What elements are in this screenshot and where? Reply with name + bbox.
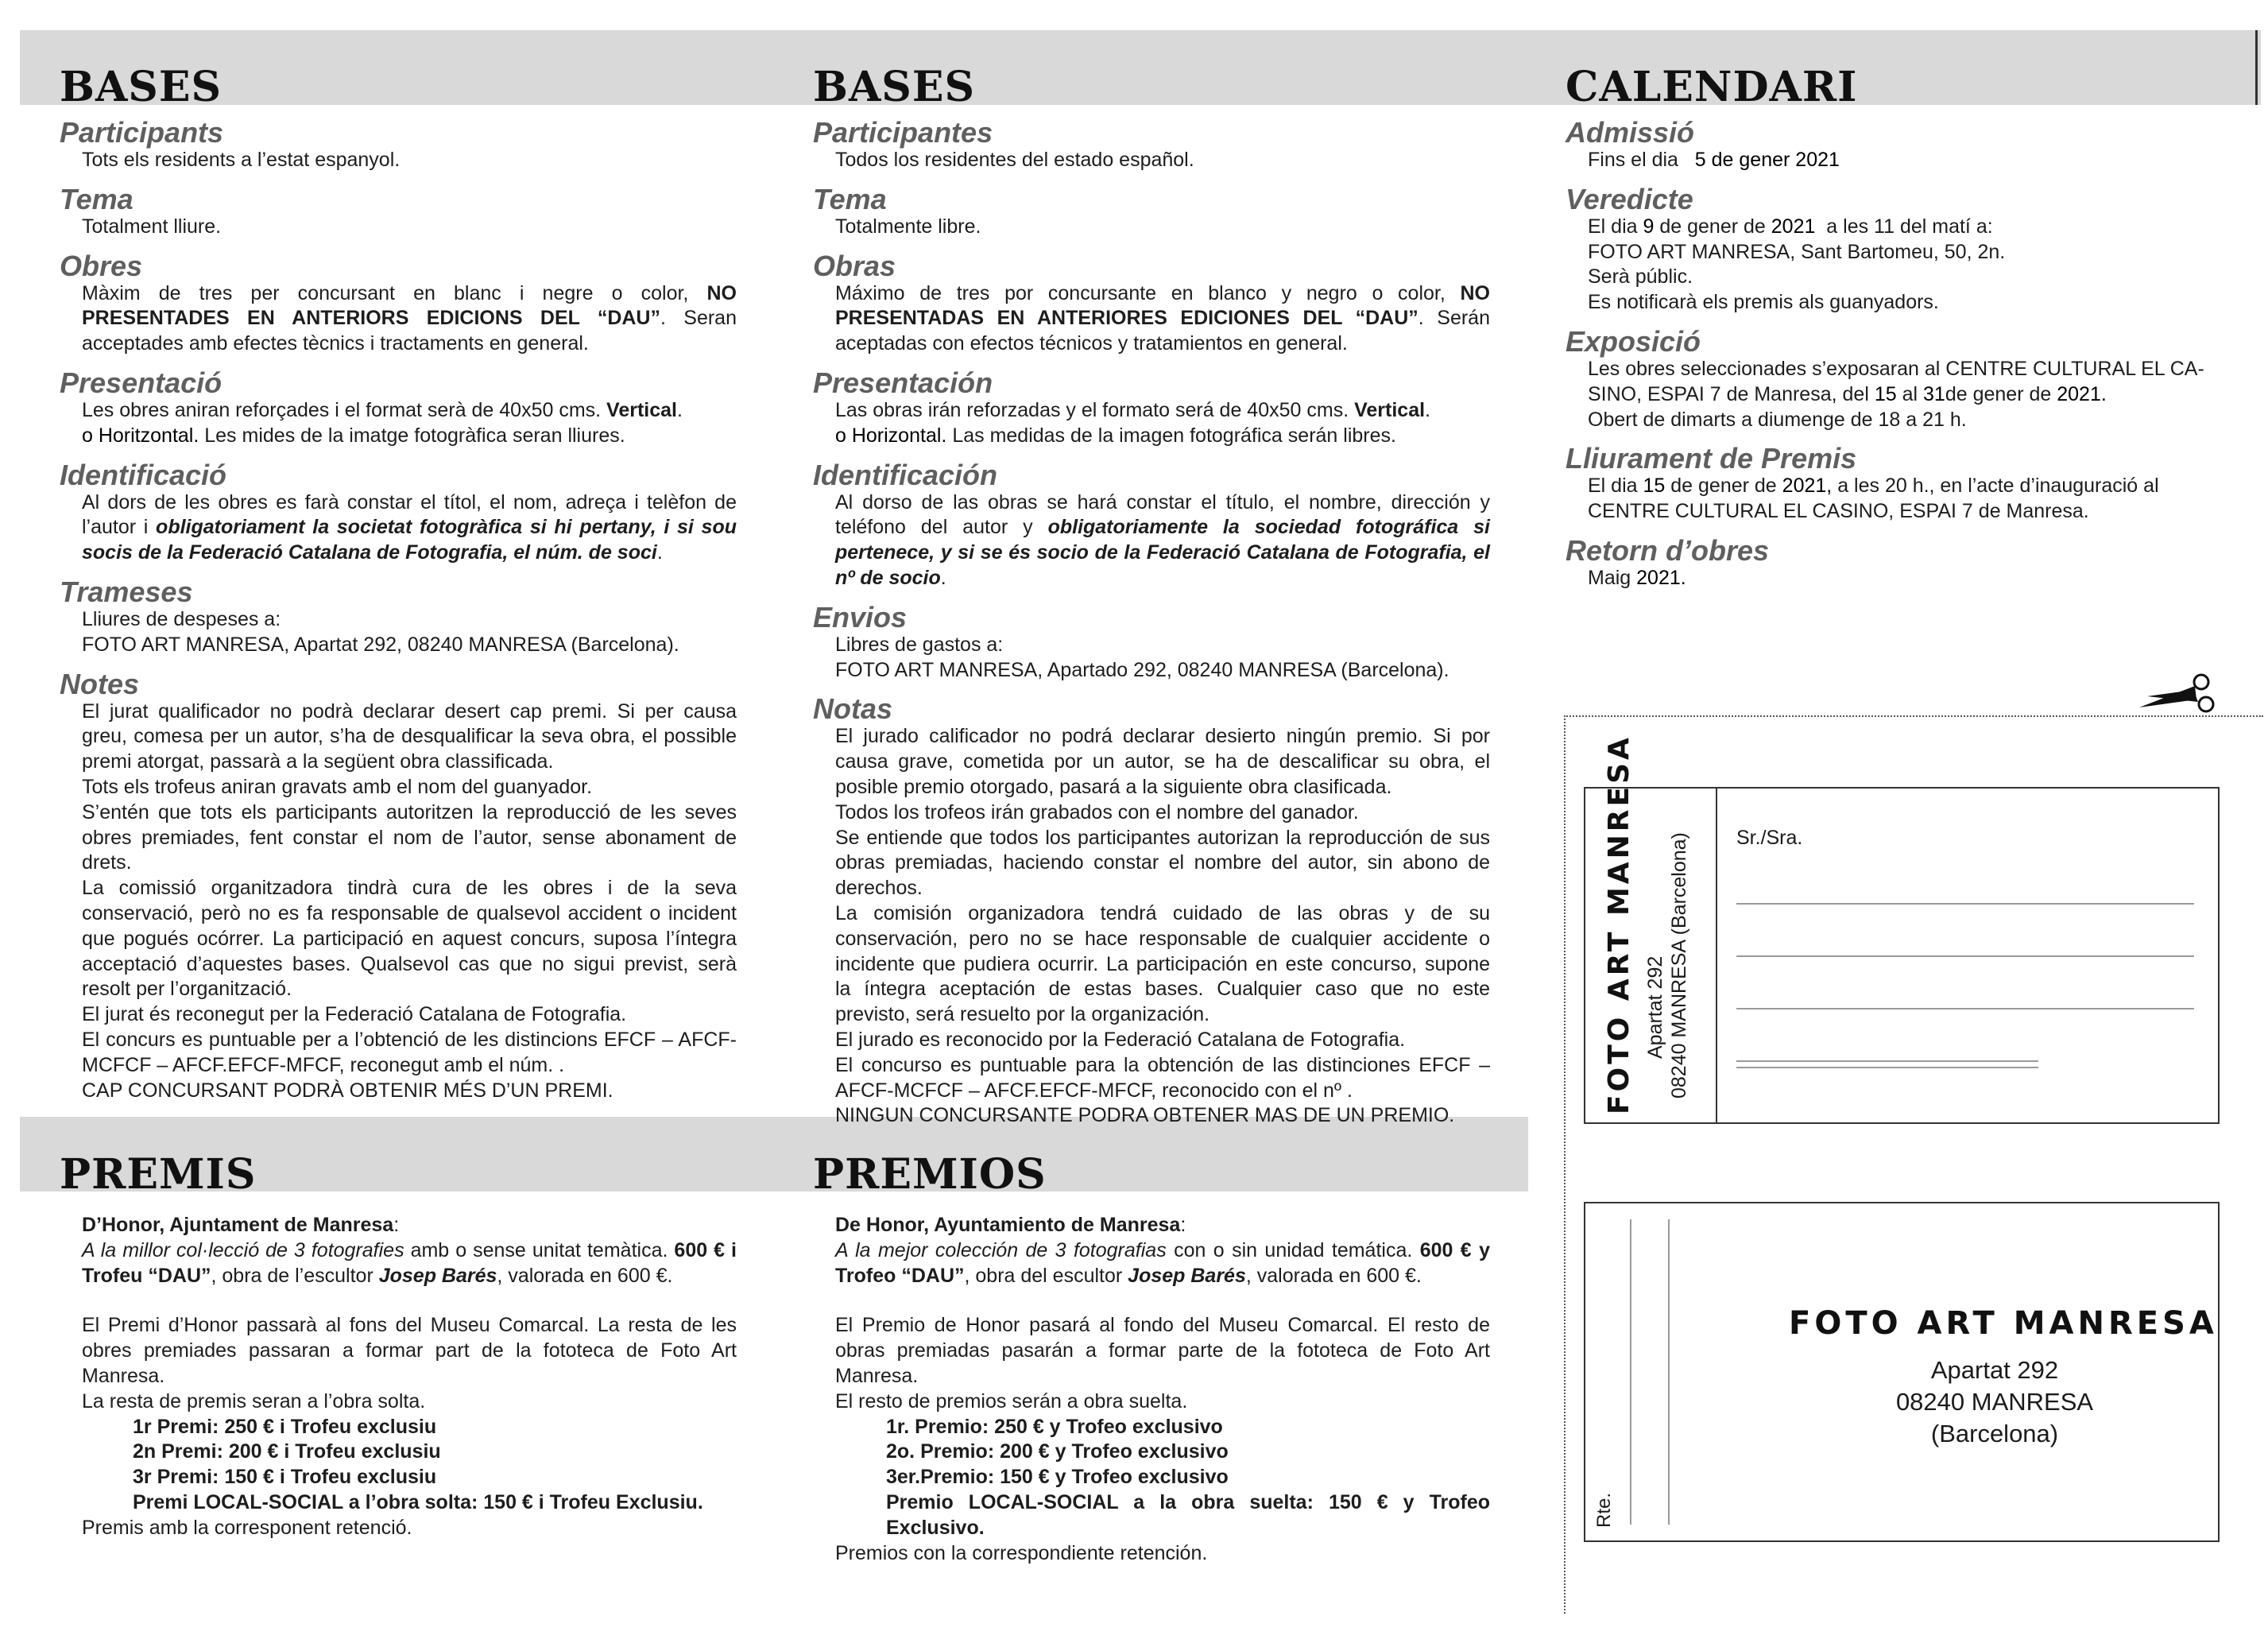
- trameses-title: Trameses: [60, 575, 193, 608]
- tema-text: Totalmente libre.: [835, 215, 981, 238]
- dest-name: FOTO ART MANRESA: [1789, 1305, 2218, 1342]
- notas-title: Notas: [813, 692, 893, 726]
- address-line: [1736, 1008, 2194, 1009]
- cut-line-vertical: [1564, 715, 1566, 1614]
- bases-castellano-column: [813, 64, 1490, 1129]
- notes-text: El jurat qualificador no podrà declarar desert cap premi. Si per causa greu, comesa per un autor, s’ha de desqualificar la seva obra, el possible premi atorgat, passarà a la següent obra classificada. Tots els trofeus aniran gravats amb el nom del guanyador. S’entén que tots els participants autoritzen la reproducció de les seves obres premiades, fent constar el nom de l’autor, sense abonament de drets. La comissió organitzadora tindrà cura de les obres i de la seva conservació, però no es fa responsable de qualsevol accident o incident que pogués ocórrer. La participació en aquest concurs, suposa l’íntegra acceptació d’aquestes bases. Qualsevol cas que no sigui previst, serà resolt per l’organització. El jurat és reconegut per la Federació Catalana de Fotografia. El concurs es puntuable per a l’obtenció de les distincions EFCF – AFCF-MCFCF – AFCF.EFCF-MFCF, reconegut amb el núm. . CAP CONCURSANT PODRÀ OBTENIR MÉS D’UN PREMI.: [82, 699, 737, 1102]
- admissio-text: Fins el dia 5 de gener 2021: [1588, 149, 1840, 171]
- identificacio-text: Al dors de les obres es farà constar el títol, el nom, adreça i telèfon de l’autor i obligatoriament la societat fotogràfica si hi pertany, i si sou socis de la Federació Catalana de Fotografia, el núm. de soci.: [82, 490, 737, 564]
- participants-text: Tots els residents a l’estat espanyol.: [82, 149, 401, 171]
- sender-address-line2: 08240 MANRESA (Barcelona): [1668, 832, 1690, 1099]
- identificacio-title: Identificació: [60, 458, 227, 491]
- premis-heading: PREMIS: [60, 1150, 257, 1199]
- bases-heading: BASES: [60, 63, 223, 111]
- address-line: [1736, 1067, 2038, 1068]
- tema-text: Totalment lliure.: [82, 215, 222, 238]
- calendari-column: [1566, 64, 2225, 591]
- bases-catala-column: [60, 64, 737, 1103]
- rte-label: Rte.: [1593, 1492, 1615, 1528]
- trameses-text: Lliures de despeses a: FOTO ART MANRESA, Apartat 292, 08240 MANRESA (Barcelona).: [82, 607, 679, 656]
- identificacion-title: Identificación: [813, 458, 998, 491]
- dest-address-line2: 08240 MANRESA: [1895, 1388, 2094, 1416]
- premios-heading: PREMIOS: [813, 1150, 1047, 1199]
- dest-address-line1: Apartat 292: [1930, 1356, 2059, 1384]
- premios-castellano-column: [813, 1151, 1490, 1566]
- top-right-edge: [2255, 30, 2258, 105]
- envios-title: Envios: [813, 600, 908, 634]
- address-card-back: [1584, 1202, 2220, 1542]
- identificacion-text: Al dorso de las obras se hará constar el título, el nombre, dirección y teléfono del autor y obligatoriamente la sociedad fotográfica si pertenece, y si se és socio de la Federació Catalana de Fotografia, el nº de socio.: [835, 490, 1491, 589]
- presentacion-text: Las obras irán reforzadas y el formato será de 40x50 cms. Vertical. o Horizontal. Las medidas de la imagen fotográfica serán libres.: [835, 398, 1430, 447]
- presentacion-title: Presentación: [813, 366, 993, 399]
- participants-title: Participants: [60, 116, 224, 149]
- premis-catala-column: [60, 1151, 737, 1541]
- tema-title: Tema: [60, 182, 134, 215]
- participantes-title: Participantes: [813, 116, 993, 149]
- veredicte-text: El dia 9 de gener de 2021 a les 11 del matí a: FOTO ART MANRESA, Sant Bartomeu, 50, 2n. Serà públic. Es notificarà els premis als guanyadors.: [1588, 215, 2006, 314]
- exposicio-text: Les obres seleccionades s’exposaran al CENTRE CULTURAL EL CA- SINO, ESPAI 7 de Manresa, del 15 al 31de gener de 2021. Obert de dimarts a diumenge de 18 a 21 h.: [1588, 357, 2204, 431]
- premis-text: D’Honor, Ajuntament de Manresa: A la millor col·lecció de 3 fotografies amb o sense unitat temàtica. 600 € i Trofeu “DAU”, obra de l’escultor Josep Barés, valorada en 600 €. El Premi d’Honor passarà al fons del Museu Comarcal. La resta de les obres premiades passaran a formar part de la fototeca de Foto Art Manresa. La resta de premis seran a l’obra solta. 1r Premi: 250 € i Trofeu exclusiu 2n Premi: 200 € i Trofeu exclusiu 3r Premi: 150 € i Trofeu exclusiu Premi LOCAL-SOCIAL a l’obra solta: 150 € i Trofeu Exclusiu. Premis amb la corresponent retenció.: [82, 1214, 737, 1539]
- veredicte-title: Veredicte: [1566, 182, 1693, 215]
- calendari-heading: CALENDARI: [1566, 63, 1858, 111]
- lliurament-title: Lliurament de Premis: [1566, 442, 1857, 475]
- lliurament-text: El dia 15 de gener de 2021, a les 20 h., en l’acte d’inauguració al CENTRE CULTURAL EL CASINO, ESPAI 7 de Manresa.: [1588, 475, 2159, 523]
- notas-text: El jurado calificador no podrá declarar desierto ningún premio. Si por causa grave, cometida por un autor, se ha de descalificar su obra, el posible premio otorgado, pasará a la siguiente obra clasificada. Todos los trofeos irán grabados con el nombre del ganador. Se entiende que todos los participantes autorizan la reproducción de sus obras premiadas, haciendo constar el nombre del autor, sin abono de derechos. La comisión organizadora tendrá cuidado de las obras y de su conservación, pero no se hace responsable de cualquier accidente o incidente que pudiera ocurrir. La participación en este concurso, supone la íntegra aceptación de estas bases. Cualquier caso que no este previsto, será resuelto por la organización. El jurado es reconocido por la Federació Catalana de Fotografia. El concurso es puntuable para la obtención de las distinciones EFCF – AFCF-MCFCF – AFCF.EFCF-MFCF, reconocido con el nº . NINGUN CONCURSANTE PODRA OBTENER MAS DE UN PREMIO.: [835, 725, 1490, 1127]
- presentacio-title: Presentació: [60, 366, 223, 399]
- sender-address-line1: Apartat 292: [1644, 955, 1666, 1059]
- sender-name: FOTO ART MANRESA: [1603, 734, 1635, 1114]
- address-line: [1736, 903, 2194, 905]
- notes-title: Notes: [60, 667, 140, 700]
- bases-heading: BASES: [813, 63, 976, 111]
- recipient-label: Sr./Sra.: [1736, 827, 1803, 849]
- participantes-text: Todos los residentes del estado español.: [835, 149, 1194, 171]
- retorn-title: Retorn d’obres: [1566, 533, 1770, 567]
- exposicio-title: Exposició: [1566, 324, 1701, 358]
- dest-address: [1848, 1354, 2142, 1450]
- address-line: [1736, 955, 2194, 957]
- obres-text: Màxim de tres per concursant en blanc i negre o color, NO PRESENTADES EN ANTERIORS EDICIONS DEL “DAU”. Seran acceptades amb efectes tècnics i tractaments en general.: [82, 281, 737, 355]
- rte-line: [1630, 1219, 1631, 1525]
- presentacio-text: Les obres aniran reforçades i el format serà de 40x50 cms. Vertical. o Horitzontal. Les mides de la imatge fotogràfica seran lliures.: [82, 398, 683, 447]
- retorn-text: Maig 2021.: [1588, 566, 1686, 589]
- obras-text: Máximo de tres por concursante en blanco y negro o color, NO PRESENTADAS EN ANTERIORES EDICIONES DEL “DAU”. Serán aceptadas con efectos técnicos y tratamientos en general.: [835, 281, 1490, 355]
- obres-title: Obres: [60, 249, 143, 282]
- sender-divider: [1716, 789, 1717, 1122]
- tema-title: Tema: [813, 182, 887, 215]
- scissors-icon: [2136, 672, 2217, 717]
- rte-line: [1668, 1219, 1670, 1525]
- address-card-front: [1584, 734, 2220, 1124]
- premios-text: De Honor, Ayuntamiento de Manresa: A la mejor colección de 3 fotografias con o sin unidad temática. 600 € y Trofeo “DAU”, obra del escultor Josep Barés, valorada en 600 €. El Premio de Honor pasará al fondo del Museu Comarcal. El resto de obras premiadas pasarán a formar parte de la fototeca de Foto Art Manresa. El resto de premios serán a obra suelta. 1r. Premio: 250 € y Trofeo exclusivo 2o. Premio: 200 € y Trofeo exclusivo 3er.Premio: 150 € y Trofeo exclusivo Premio LOCAL-SOCIAL a la obra suelta: 150 € y Trofeo Exclusivo. Premios con la correspondiente retención.: [835, 1214, 1490, 1564]
- admissio-title: Admissió: [1566, 116, 1695, 149]
- address-line: [1736, 1060, 2038, 1062]
- dest-address-line3: (Barcelona): [1930, 1420, 2059, 1447]
- obras-title: Obras: [813, 249, 896, 282]
- envios-text: Libres de gastos a: FOTO ART MANRESA, Apartado 292, 08240 MANRESA (Barcelona).: [835, 633, 1449, 681]
